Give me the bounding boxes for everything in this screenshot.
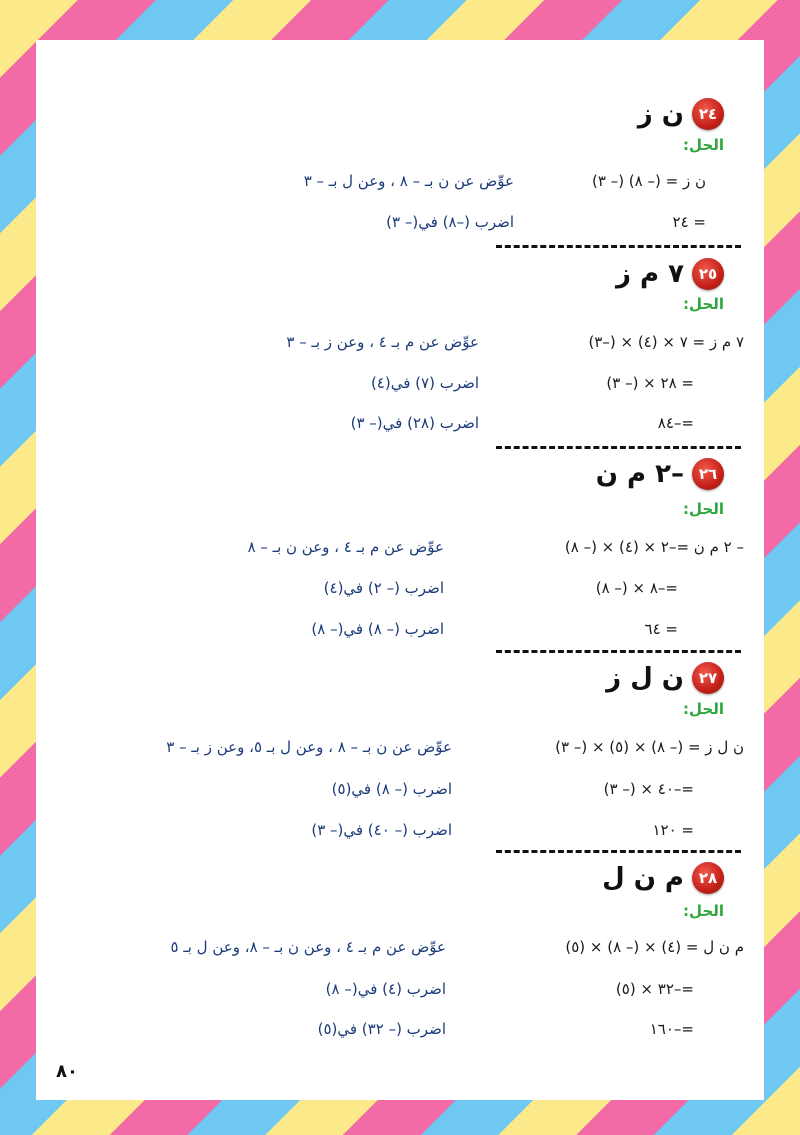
problem-number-badge: ٢٦	[692, 458, 724, 490]
work-line: ن ز = (– ٨) (– ٣)	[592, 172, 706, 190]
work-line: = ١٢٠	[652, 821, 694, 839]
problem-expression: ن ز	[637, 99, 684, 129]
note-line: اضرب (– ٨) في(٥)	[331, 780, 452, 798]
problem-expression: ٧ م ز	[615, 259, 684, 289]
problem-24-header	[638, 98, 724, 130]
problem-26-header	[596, 458, 724, 490]
work-line: = ٢٨ × (– ٣)	[606, 374, 694, 392]
work-line: =–١٦٠	[649, 1020, 694, 1038]
solution-label: الحل:	[683, 500, 724, 518]
note-line: اضرب (٤) في(– ٨)	[325, 980, 446, 998]
problem-expression: ن ل ز	[606, 663, 684, 693]
note-line: اضرب (٢٨) في(– ٣)	[350, 414, 479, 432]
solution-label: الحل:	[683, 700, 724, 718]
note-line: عوِّض عن م بـ ٤ ، وعن ز بـ – ٣	[286, 333, 479, 351]
section-divider	[496, 245, 741, 248]
section-divider	[496, 446, 741, 449]
note-line: عوِّض عن م بـ ٤ ، وعن ن بـ – ٨	[247, 538, 444, 556]
work-line: = ٦٤	[644, 620, 678, 638]
work-line: م ن ل = (٤) × (– ٨) × (٥)	[565, 938, 744, 956]
note-line: اضرب (– ٤٠) في(– ٣)	[311, 821, 452, 839]
work-line: = ٢٤	[672, 213, 706, 231]
problem-25-header	[616, 258, 724, 290]
problem-expression: –٢ م ن	[595, 459, 684, 489]
page-number: ٨٠	[56, 1061, 78, 1082]
problem-number-badge: ٢٤	[692, 98, 724, 130]
problem-28-header	[602, 862, 724, 894]
work-line: – ٢ م ن =–٢ × (٤) × (– ٨)	[564, 538, 744, 556]
solution-label: الحل:	[683, 136, 724, 154]
problem-27-header	[606, 662, 724, 694]
worksheet-page	[36, 40, 764, 1100]
note-line: اضرب (– ٣٢) في(٥)	[317, 1020, 446, 1038]
work-line: =–٨٤	[657, 414, 694, 432]
solution-label: الحل:	[683, 902, 724, 920]
problem-number-badge: ٢٧	[692, 662, 724, 694]
note-line: عوِّض عن م بـ ٤ ، وعن ن بـ – ٨، وعن ل بـ ٥	[170, 938, 446, 956]
note-line: اضرب (٧) في(٤)	[370, 374, 479, 392]
section-divider	[496, 650, 741, 653]
work-line: =–٤٠ × (– ٣)	[603, 780, 694, 798]
note-line: اضرب (– ٢) في(٤)	[323, 579, 444, 597]
note-line: اضرب (– ٨) في(– ٨)	[311, 620, 444, 638]
note-line: اضرب (–٨) في(– ٣)	[386, 213, 514, 231]
note-line: عوِّض عن ن بـ – ٨ ، وعن ل بـ – ٣	[303, 172, 514, 190]
work-line: =–٣٢ × (٥)	[615, 980, 694, 998]
work-line: ٧ م ز = ٧ × (٤) × (–٣)	[588, 333, 744, 351]
note-line: عوِّض عن ن بـ – ٨ ، وعن ل بـ ٥، وعن ز بـ – ٣	[166, 738, 452, 756]
problem-number-badge: ٢٥	[692, 258, 724, 290]
problem-expression: م ن ل	[602, 863, 684, 893]
work-line: =–٨ × (– ٨)	[595, 579, 678, 597]
problem-number-badge: ٢٨	[692, 862, 724, 894]
solution-label: الحل:	[683, 295, 724, 313]
section-divider	[496, 850, 741, 853]
work-line: ن ل ز = (– ٨) × (٥) × (– ٣)	[555, 738, 744, 756]
